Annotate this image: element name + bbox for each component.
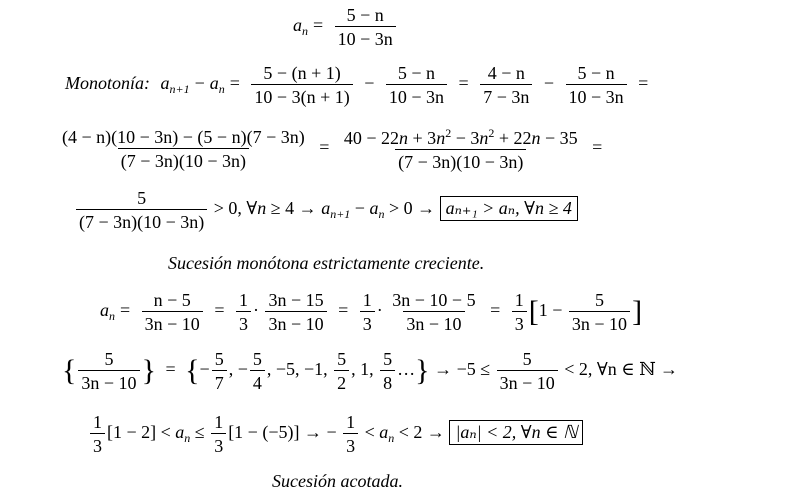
monotonia-formula: Monotonía: $a_{n+1} - a_n$ = $\frac{5 - (n + 1)}{10 - 3(n + 1)}$ − $\frac{5 - n}{10 - 3n}$ = $\frac{4 - n}{7 - 3n}$ − $\frac{5 - n}{10 - 3n}$ = — [65, 63, 649, 107]
monotonia-label: Monotonía: — [65, 73, 150, 94]
final-bound-formula: $\frac{1}{3}$ $[1 - 2] < a_n$ ≤ $\frac{1}{3}$ [1 − (−5)] → − $\frac{1}{3}$ < $a_n < 2 \to |a_n| < 2$, ∀n ∈ ℕ — [88, 413, 583, 455]
boxed-creciente: aₙ₊₁ > aₙ, ∀n ≥ 4 — [440, 196, 578, 221]
bound-formula: $a_n$ = $\frac{n - 5}{3n - 10}$ = $\frac{1}{3}$ · $\frac{3n - 15}{3n - 10}$ = $\frac{1}{3}$ · $\frac{3n - 10 - 5}{3n - 10}$ = $\frac{1}{3}$ [1 − $\frac{5}{3n - 10}$ ] — [100, 290, 643, 334]
expansion-formula: $\frac{(4 - n)(10 - 3n) - (5 - n)(7 - 3n)}{(7 - 3n)(10 - 3n)}$ = $\frac{40 - 22n + 3n^2 - 3n^2 + 22n - 35}{(7 - 3n)(10 - 3n)}$ = — [62, 126, 603, 172]
caption-acotada: Sucesión acotada. — [272, 471, 403, 491]
definition-formula: $a_n$ = $\frac{5 - n}{10 - 3n}$ — [293, 6, 398, 48]
set-formula: { $\frac{5}{3n - 10}$ } = {− $\frac{5}{7}$ , − $\frac{5}{4}$ , −5, −1, $\frac{5}{2}$ , 1, $\frac{5}{8}$ …} → −5 ≤ $\frac{5}{3n - 10}$ < 2, ∀n ∈ ℕ → — [62, 349, 679, 393]
result-formula: $\frac{5}{(7 - 3n)(10 - 3n)}$ > 0, ∀n ≥ $4 \to a_{n+1} - a_n > 0 \to a_{n+1} > a_n$, ∀n ≥ 4 — [74, 189, 578, 231]
caption-monotona: Sucesión monótona estrictamente creciente. — [168, 253, 485, 273]
boxed-acotada: |aₙ| < 2, ∀n ∈ ℕ — [449, 420, 583, 445]
